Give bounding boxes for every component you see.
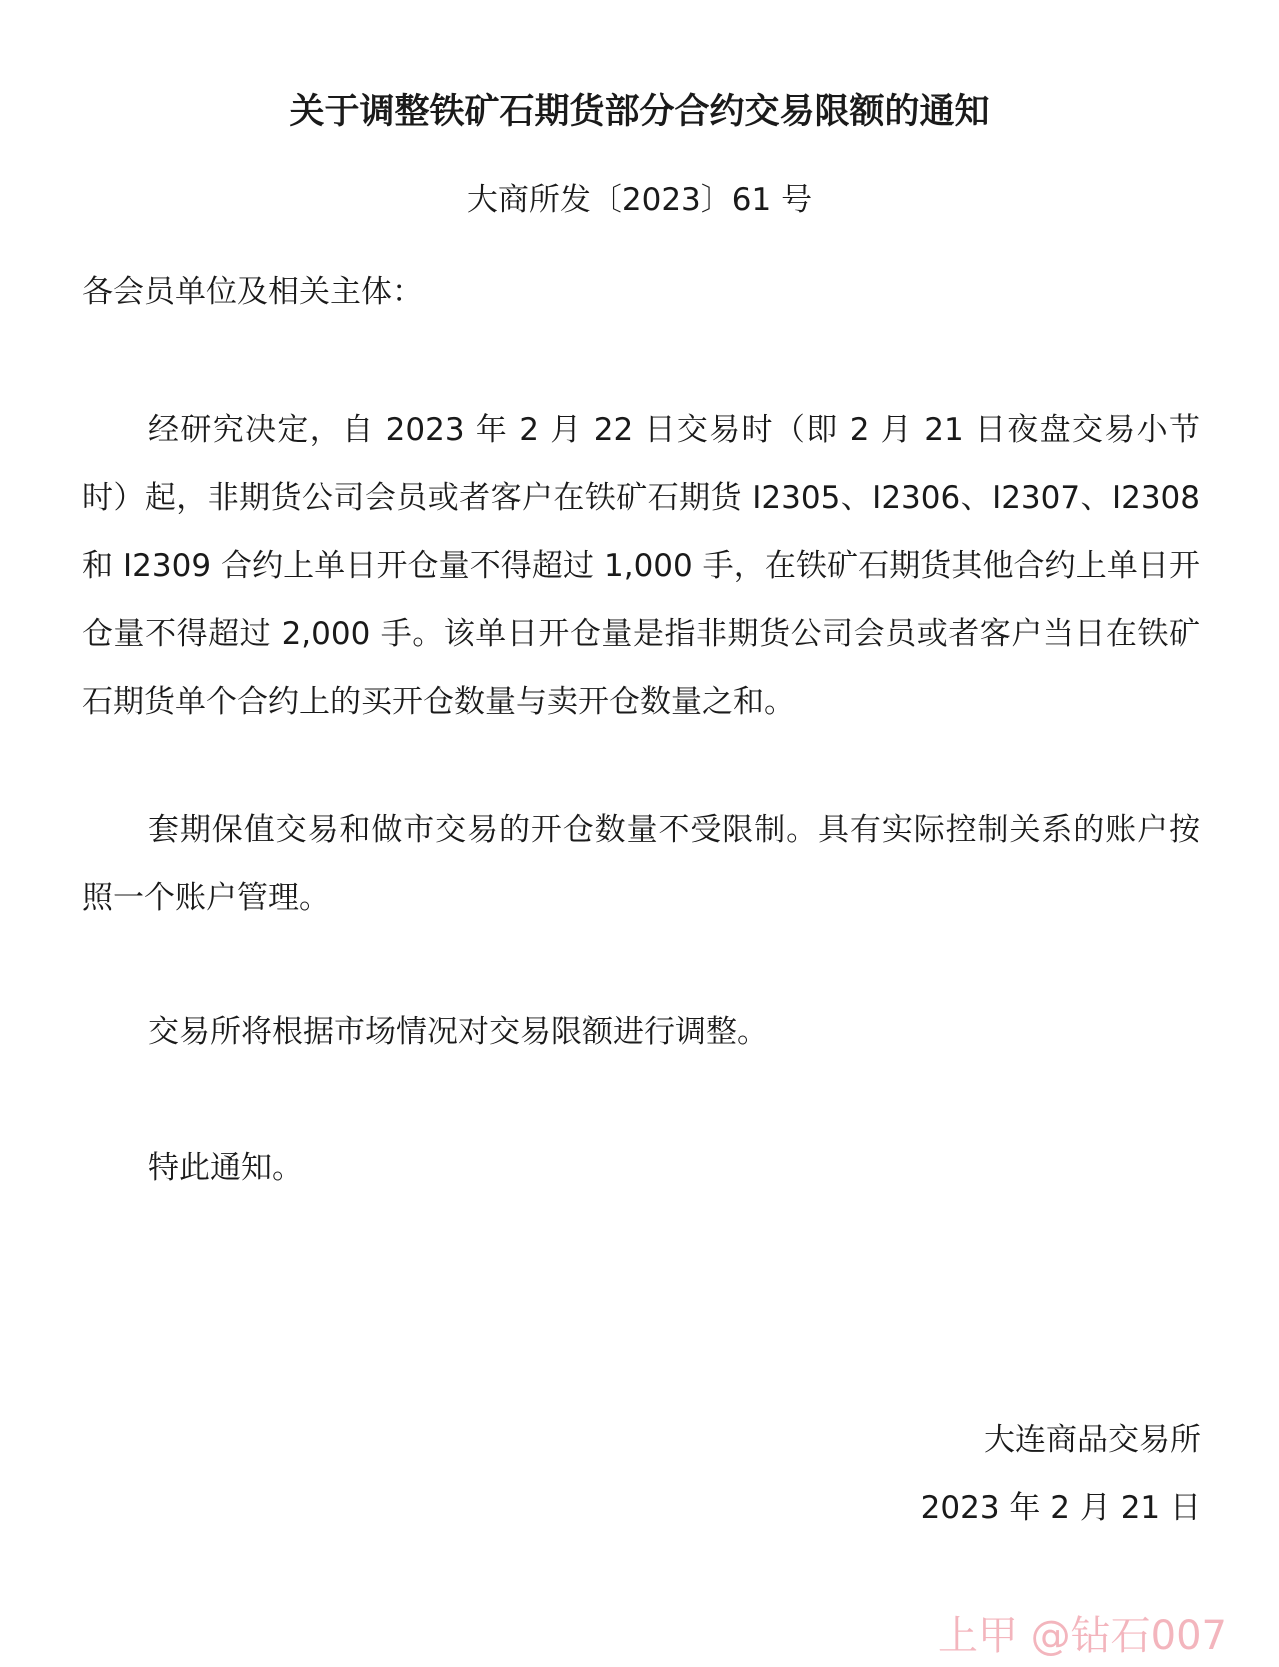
issue-date: 2023 年 2 月 21 日 (920, 1490, 1201, 1526)
issuer-signature: 大连商品交易所 (984, 1422, 1201, 1458)
body-paragraph-2: 套期保值交易和做市交易的开仓数量不受限制。具有实际控制关系的账户按照一个账户管理。 (82, 812, 1200, 916)
body-paragraph-1: 经研究决定，自 2023 年 2 月 22 日交易时（即 2 月 21 日夜盘交易小节时）起，非期货公司会员或者客户在铁矿石期货 I2305、I2306、I2307、I2308 和 I2309 合约上单日开仓量不得超过 1,000 手，在铁矿石期货其他合约上单日开仓量不得超过 2,000 手。该单日开仓量是指非期货公司会员或者客户当日在铁矿石期货单个合约上的买开仓数量与卖开仓数量之和。 (82, 412, 1200, 720)
body-paragraph-3: 交易所将根据市场情况对交易限额进行调整。 (148, 1014, 768, 1050)
document-number: 大商所发〔2023〕61 号 (466, 182, 813, 218)
body-paragraph-4: 特此通知。 (148, 1150, 303, 1186)
document-title: 关于调整铁矿石期货部分合约交易限额的通知 (289, 92, 990, 132)
salutation: 各会员单位及相关主体： (82, 274, 423, 310)
watermark: 上甲 @钻石007 (937, 1613, 1227, 1659)
